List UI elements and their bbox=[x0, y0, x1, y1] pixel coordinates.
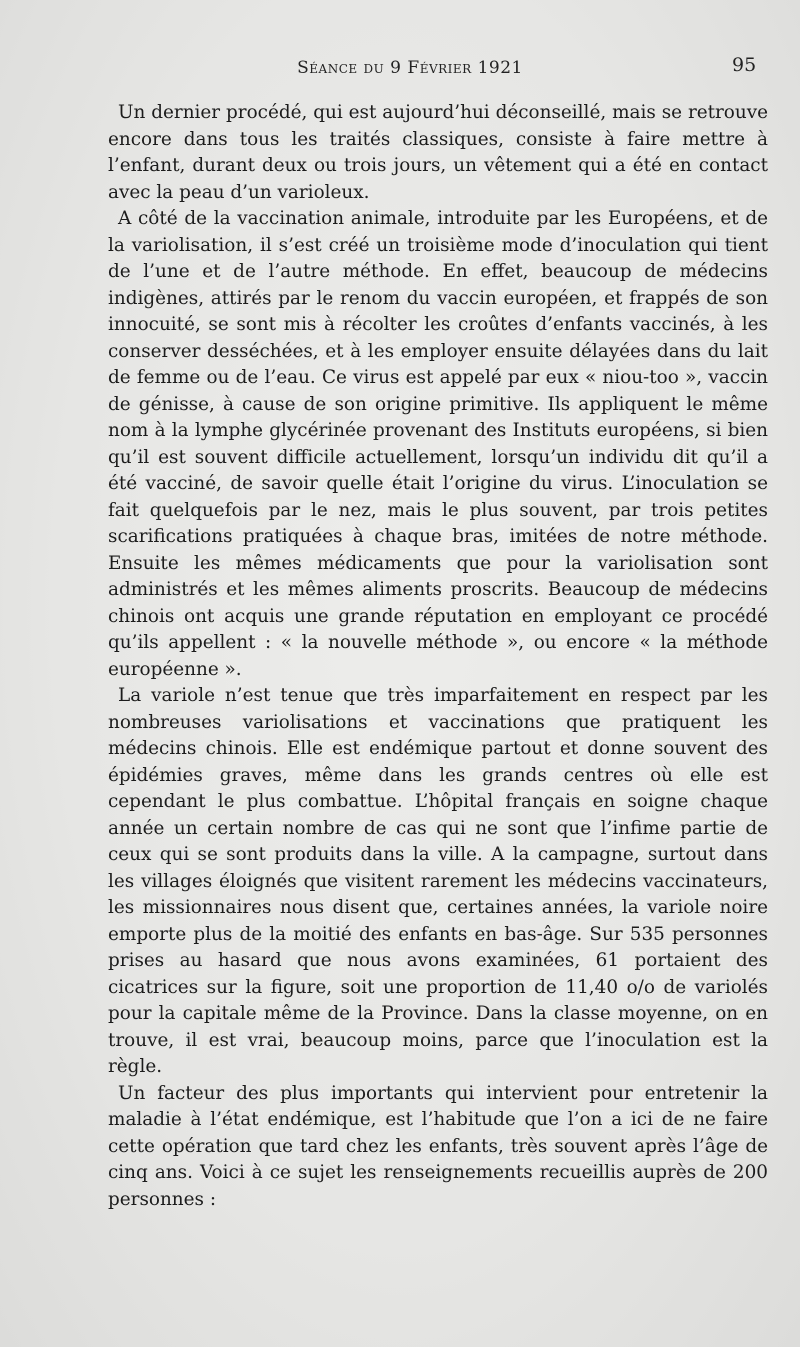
paragraph-1: Un dernier procédé, qui est aujourd’hui déconseillé, mais se retrouve encore dans tous les traités classiques, consiste à faire mettre à l’enfant, durant deux ou trois jours, un vêtement qui a été en contact avec la peau d’un varioleux. bbox=[108, 102, 768, 203]
paragraph-2: A côté de la vaccination animale, introduite par les Européens, et de la variolisation, il s’est créé un troisième mode d’inoculation qui tient de l’une et de l’autre méthode. En effet, beaucoup de médecins indigènes, attirés par le renom du vaccin européen, et frappés de son innocuité, se sont mis à récolter les croûtes d’enfants vaccinés, à les conserver desséchées, et à les employer ensuite délayées dans du lait de femme ou de l’eau. Ce virus est appelé par eux « niou-too », vaccin de génisse, à cause de son origine primitive. Ils appliquent le même nom à la lymphe glycérinée provenant des Instituts européens, si bien qu’il est souvent difficile actuellement, lorsqu’un individu dit qu’il a été vacciné, de savoir quelle était l’origine du virus. L’inoculation se fait quelquefois par le nez, mais le plus souvent, par trois petites scarifications pratiquées à chaque bras, imitées de notre méthode. Ensuite les mêmes médicaments que pour la variolisation sont administrés et les mêmes aliments proscrits. Beaucoup de médecins chinois ont acquis une grande réputation en employant ce procédé qu’ils appellent : « la nouvelle méthode », ou encore « la méthode européenne ». bbox=[108, 208, 768, 680]
running-title: Séance du 9 Février 1921 bbox=[297, 58, 523, 78]
body-text bbox=[108, 100, 768, 1213]
page-number: 95 bbox=[732, 54, 757, 76]
paragraph-4: Un facteur des plus importants qui intervient pour entretenir la maladie à l’état endémique, est l’habitude que l’on a ici de ne faire cette opération que tard chez les enfants, très souvent après l’âge de cinq ans. Voici à ce sujet les renseignements recueillis auprès de 200 personnes : bbox=[108, 1082, 768, 1210]
running-head bbox=[0, 54, 800, 90]
paragraph-3: La variole n’est tenue que très imparfaitement en respect par les nombreuses variolisations et vaccinations que pratiquent les médecins chinois. Elle est endémique partout et donne souvent des épidémies graves, même dans les grands centres où elle est cependant le plus combattue. L’hôpital français en soigne chaque année un certain nombre de cas qui ne sont que l’infime partie de ceux qui se sont produits dans la ville. A la campagne, surtout dans les villages éloignés que visitent rarement les médecins vaccinateurs, les missionnaires nous disent que, certaines années, la variole noire emporte plus de la moitié des enfants en bas-âge. Sur 535 personnes prises au hasard que nous avons examinées, 61 portaient des cicatrices sur la figure, soit une proportion de 11,40 o/o de variolés pour la capitale même de la Province. Dans la classe moyenne, on en trouve, il est vrai, beaucoup moins, parce que l’inoculation est la règle. bbox=[108, 685, 768, 1077]
